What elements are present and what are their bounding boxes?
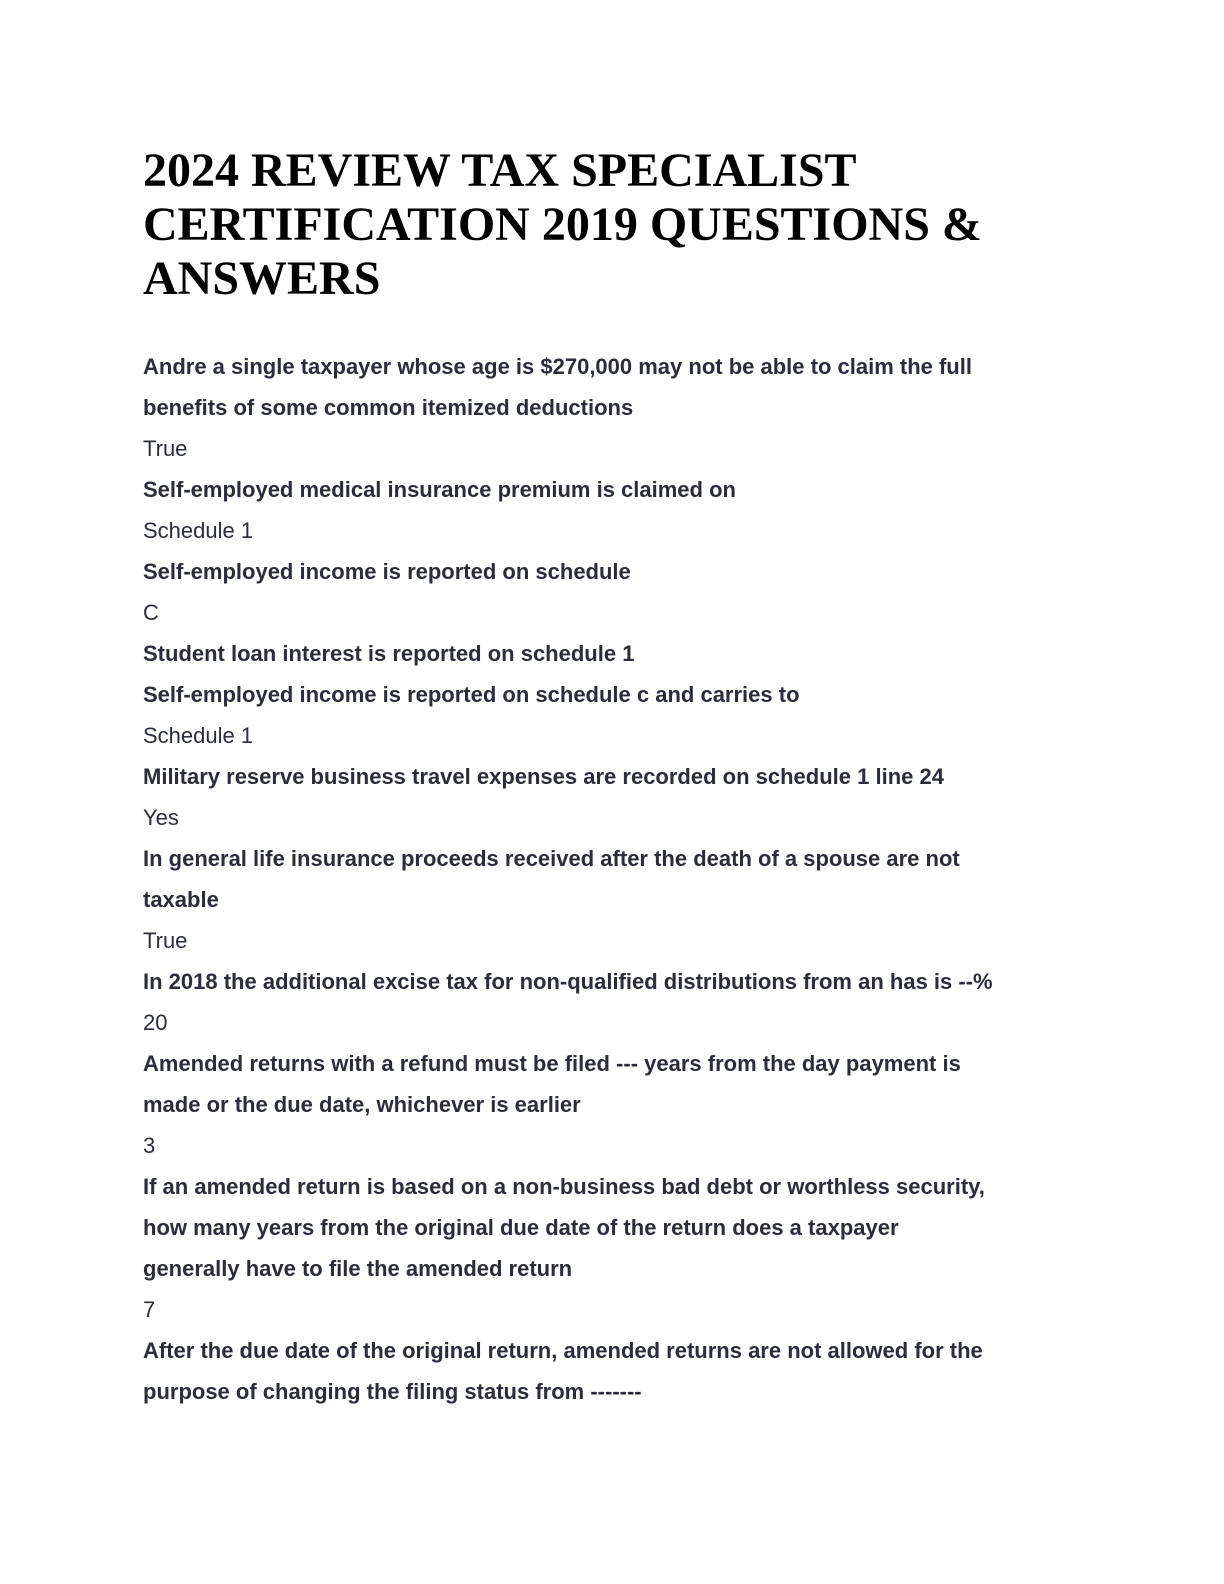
title-line: 2024 REVIEW TAX SPECIALIST <box>143 144 857 197</box>
question-text: If an amended return is based on a non-business bad debt or worthless security, <box>143 1174 985 1199</box>
title-line: CERTIFICATION 2019 QUESTIONS & <box>143 198 982 251</box>
answer-text: Schedule 1 <box>143 723 254 748</box>
question-text: Self-employed medical insurance premium is claimed on <box>143 477 736 502</box>
question-text: Military reserve business travel expenses are recorded on schedule 1 line 24 <box>143 764 944 789</box>
answer-text: 3 <box>143 1133 156 1158</box>
question-text: Self-employed income is reported on schedule <box>143 559 631 584</box>
document-title <box>143 144 1083 306</box>
question-text: taxable <box>143 887 219 912</box>
question-text: generally have to file the amended return <box>143 1256 573 1281</box>
question-text: Amended returns with a refund must be filed --- years from the day payment is <box>143 1051 961 1076</box>
question-text: purpose of changing the filing status from ------- <box>143 1379 642 1404</box>
qa-list <box>143 346 1083 1412</box>
question-text: made or the due date, whichever is earlier <box>143 1092 581 1117</box>
question-text: how many years from the original due date of the return does a taxpayer <box>143 1215 899 1240</box>
question-text: benefits of some common itemized deductions <box>143 395 634 420</box>
document-content <box>143 144 1083 1412</box>
question-text: In general life insurance proceeds received after the death of a spouse are not <box>143 846 960 871</box>
question-text: Student loan interest is reported on schedule 1 <box>143 641 635 666</box>
answer-text: C <box>143 600 159 625</box>
answer-text: Yes <box>143 805 179 830</box>
question-text: In 2018 the additional excise tax for non-qualified distributions from an has is --% <box>143 969 993 994</box>
question-text: After the due date of the original return, amended returns are not allowed for the <box>143 1338 983 1363</box>
answer-text: True <box>143 436 188 461</box>
question-text: Andre a single taxpayer whose age is $270,000 may not be able to claim the full <box>143 354 972 379</box>
answer-text: 20 <box>143 1010 168 1035</box>
question-text: Self-employed income is reported on schedule c and carries to <box>143 682 800 707</box>
answer-text: True <box>143 928 188 953</box>
answer-text: 7 <box>143 1297 156 1322</box>
answer-text: Schedule 1 <box>143 518 254 543</box>
title-line: ANSWERS <box>143 252 381 305</box>
